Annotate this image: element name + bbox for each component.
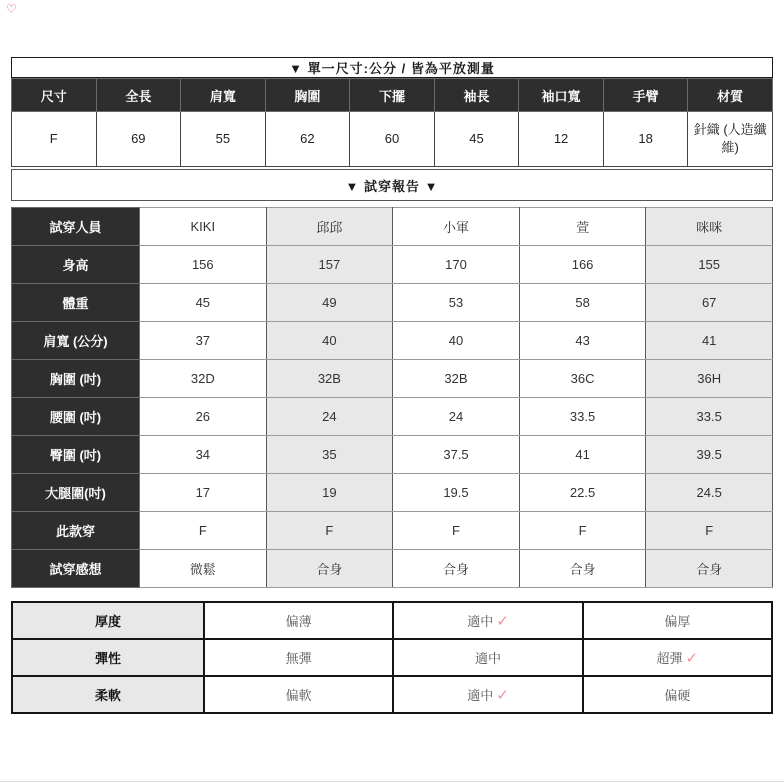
fit-report-row — [12, 512, 773, 550]
fit-value-cell: 58 — [519, 284, 646, 322]
feel-option-text: 偏硬 — [664, 688, 691, 703]
feel-option-text: 偏厚 — [664, 614, 691, 629]
size-column-header: 手臂 — [603, 79, 688, 112]
fit-value-cell: 小軍 — [393, 208, 520, 246]
feel-option-text: 適中 — [474, 651, 501, 666]
size-header-row — [12, 79, 773, 112]
fit-row-label: 此款穿 — [12, 512, 140, 550]
fit-value-cell: 40 — [393, 322, 520, 360]
fit-value-cell: 155 — [646, 246, 773, 284]
fit-value-cell: 19 — [266, 474, 393, 512]
fit-value-cell: 41 — [519, 436, 646, 474]
fit-value-cell: F — [266, 512, 393, 550]
fit-value-cell: F — [140, 512, 267, 550]
feel-option-cell — [204, 676, 393, 713]
fit-value-cell: 53 — [393, 284, 520, 322]
fit-value-cell: 41 — [646, 322, 773, 360]
fit-value-cell: 39.5 — [646, 436, 773, 474]
fit-value-cell: F — [393, 512, 520, 550]
fit-report-row — [12, 436, 773, 474]
fit-value-cell: 33.5 — [519, 398, 646, 436]
fit-row-label: 肩寬 (公分) — [12, 322, 140, 360]
fit-value-cell: F — [646, 512, 773, 550]
fit-section-title-bar: ▼ 試穿報告 ▼ — [11, 169, 773, 201]
fit-value-cell: F — [519, 512, 646, 550]
fit-value-cell: KIKI — [140, 208, 267, 246]
check-icon: ✓ — [496, 613, 509, 630]
fit-row-label: 臀圍 (吋) — [12, 436, 140, 474]
fit-value-cell: 37 — [140, 322, 267, 360]
fit-value-cell: 26 — [140, 398, 267, 436]
fit-report-body — [12, 208, 773, 588]
feel-table — [11, 601, 773, 714]
size-column-header: 全長 — [96, 79, 181, 112]
size-column-header: 袖口寬 — [519, 79, 604, 112]
fit-value-cell: 67 — [646, 284, 773, 322]
fit-value-cell: 17 — [140, 474, 267, 512]
fit-value-cell: 37.5 — [393, 436, 520, 474]
fit-value-cell: 36H — [646, 360, 773, 398]
size-column-header: 胸圍 — [265, 79, 350, 112]
fit-value-cell: 微鬆 — [140, 550, 267, 588]
size-value-cell: 55 — [181, 112, 266, 167]
fit-value-cell: 32B — [393, 360, 520, 398]
fit-value-cell: 35 — [266, 436, 393, 474]
feel-option-cell — [583, 676, 772, 713]
fit-report-row — [12, 208, 773, 246]
fit-value-cell: 22.5 — [519, 474, 646, 512]
fit-value-cell: 合身 — [393, 550, 520, 588]
fit-value-cell: 49 — [266, 284, 393, 322]
size-value-cell: F — [12, 112, 97, 167]
feel-body — [12, 602, 772, 713]
size-value-cell: 60 — [350, 112, 435, 167]
feel-option-cell — [393, 602, 582, 639]
size-value-cell: 62 — [265, 112, 350, 167]
feel-row — [12, 676, 772, 713]
size-column-header: 材質 — [688, 79, 773, 112]
feel-option-text: 適中 — [467, 614, 494, 629]
fit-row-label: 大腿圍(吋) — [12, 474, 140, 512]
size-column-header: 肩寬 — [181, 79, 266, 112]
fit-value-cell: 24 — [393, 398, 520, 436]
fit-value-cell: 19.5 — [393, 474, 520, 512]
size-value-row — [12, 112, 773, 167]
fit-value-cell: 24 — [266, 398, 393, 436]
feel-option-cell — [583, 602, 772, 639]
fit-value-cell: 32D — [140, 360, 267, 398]
size-column-header: 下擺 — [350, 79, 435, 112]
size-column-header: 袖長 — [434, 79, 519, 112]
fit-value-cell: 156 — [140, 246, 267, 284]
fit-value-cell: 43 — [519, 322, 646, 360]
size-value-cell: 18 — [603, 112, 688, 167]
feel-row-label: 厚度 — [12, 602, 204, 639]
fit-value-cell: 34 — [140, 436, 267, 474]
fit-value-cell: 萱 — [519, 208, 646, 246]
feel-option-text: 適中 — [467, 688, 494, 703]
size-column-header: 尺寸 — [12, 79, 97, 112]
fit-report-row — [12, 398, 773, 436]
fit-value-cell: 合身 — [266, 550, 393, 588]
fit-report-row — [12, 246, 773, 284]
feel-option-cell — [204, 639, 393, 676]
size-value-cell: 12 — [519, 112, 604, 167]
size-section-title-bar: ▼ 單一尺寸:公分 / 皆為平放測量 — [11, 57, 773, 78]
fit-value-cell: 33.5 — [646, 398, 773, 436]
check-icon: ✓ — [685, 650, 699, 667]
feel-option-cell — [393, 676, 582, 713]
fit-value-cell: 40 — [266, 322, 393, 360]
fit-value-cell: 咪咪 — [646, 208, 773, 246]
fit-row-label: 腰圍 (吋) — [12, 398, 140, 436]
size-table — [11, 78, 773, 167]
fit-report-table — [11, 207, 773, 588]
fit-value-cell: 45 — [140, 284, 267, 322]
fit-row-label: 身高 — [12, 246, 140, 284]
fit-report-row — [12, 360, 773, 398]
fit-value-cell: 166 — [519, 246, 646, 284]
feel-row — [12, 639, 772, 676]
fit-report-row — [12, 284, 773, 322]
heart-icon: ♡ — [6, 2, 17, 16]
feel-row-label: 彈性 — [12, 639, 204, 676]
fit-value-cell: 32B — [266, 360, 393, 398]
feel-option-text: 偏薄 — [285, 614, 312, 629]
fit-value-cell: 36C — [519, 360, 646, 398]
feel-row — [12, 602, 772, 639]
page-bottom-divider — [0, 781, 784, 782]
feel-row-label: 柔軟 — [12, 676, 204, 713]
feel-option-cell — [393, 639, 582, 676]
fit-row-label: 體重 — [12, 284, 140, 322]
size-value-cell: 69 — [96, 112, 181, 167]
fit-row-label: 試穿人員 — [12, 208, 140, 246]
fit-row-label: 試穿感想 — [12, 550, 140, 588]
fit-report-row — [12, 550, 773, 588]
fit-report-row — [12, 322, 773, 360]
feel-option-text: 超彈 — [656, 651, 683, 666]
fit-row-label: 胸圍 (吋) — [12, 360, 140, 398]
feel-option-cell — [583, 639, 772, 676]
feel-option-text: 無彈 — [285, 651, 312, 666]
fit-value-cell: 170 — [393, 246, 520, 284]
fit-value-cell: 157 — [266, 246, 393, 284]
fit-value-cell: 24.5 — [646, 474, 773, 512]
feel-option-cell — [204, 602, 393, 639]
fit-report-row — [12, 474, 773, 512]
feel-option-text: 偏軟 — [285, 688, 312, 703]
size-value-cell: 45 — [434, 112, 519, 167]
check-icon: ✓ — [496, 687, 509, 704]
fit-value-cell: 合身 — [519, 550, 646, 588]
fit-value-cell: 合身 — [646, 550, 773, 588]
size-value-cell: 針織 (人造纖維) — [688, 112, 773, 167]
fit-value-cell: 邱邱 — [266, 208, 393, 246]
